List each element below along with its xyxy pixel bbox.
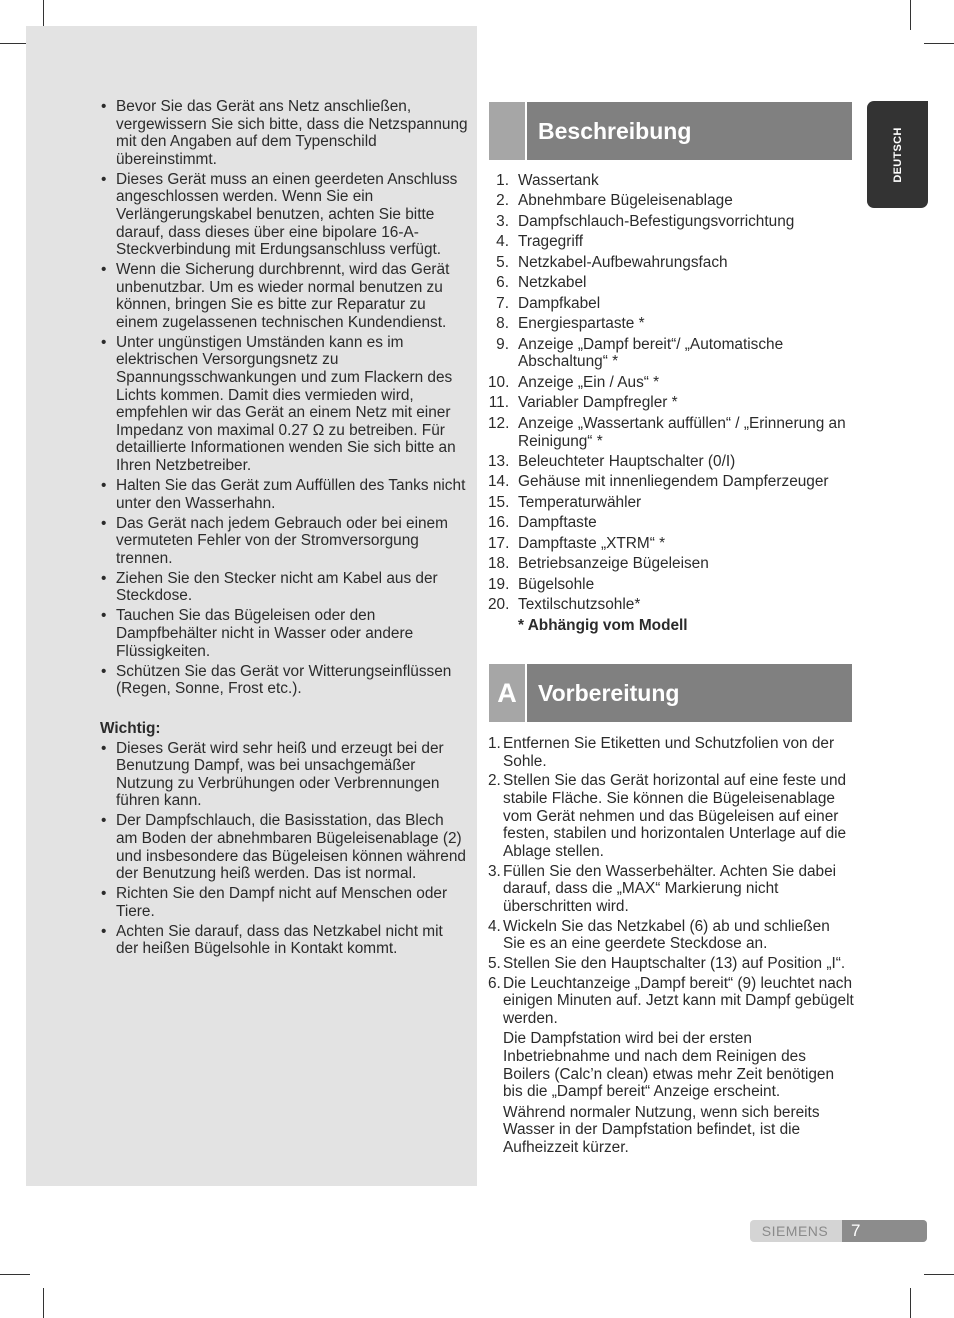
item-number: 9. xyxy=(496,335,509,353)
list-item xyxy=(488,772,854,860)
item-text: Textilschutzsohle* xyxy=(518,596,641,614)
list-item: • Tauchen Sie das Bügeleisen oder den Dampfbehälter nicht in Wasser oder andere Flüssigkeiten. xyxy=(100,607,468,660)
preparation-header xyxy=(489,664,852,722)
item-number: 4. xyxy=(496,233,509,251)
crop-mark xyxy=(924,43,954,44)
list-item xyxy=(488,213,854,231)
item-text: Gehäuse mit innenliegendem Dampferzeuger xyxy=(518,473,829,491)
item-text: Betriebsanzeige Bügeleisen xyxy=(518,555,709,573)
item-text: Energiespartaste * xyxy=(518,315,645,333)
item-text: Dampftaste xyxy=(518,514,597,532)
list-item xyxy=(488,453,854,471)
item-number: 2. xyxy=(496,192,509,210)
item-number: 11. xyxy=(488,394,509,412)
item-number: 18. xyxy=(488,555,510,573)
item-number: 20. xyxy=(488,596,510,614)
item-text: Anzeige „Dampf bereit“/ „Automatische Abschaltung“ * xyxy=(518,335,784,371)
list-item xyxy=(488,394,854,412)
step-text: Die Leuchtanzeige „Dampf bereit“ (9) leuchtet nach einigen Minuten auf. Jetzt kann mit Dampf gebügelt werden. xyxy=(503,974,854,1027)
step-number: 4. xyxy=(488,917,501,935)
list-item: • Der Dampfschlauch, die Basisstation, das Blech am Boden der abnehmbaren Bügeleisenablage (2) und insbesondere das Bügeleisen können während der Benutzung heiß werden. Das ist normal. xyxy=(100,812,468,882)
list-item xyxy=(488,555,854,573)
list-item: • Dieses Gerät wird sehr heiß und erzeugt bei der Benutzung Dampf, was bei unsachgemäßer Nutzung zu Verbrühungen oder Verbrennungen führen kann. xyxy=(100,740,468,810)
list-item xyxy=(488,918,854,953)
item-number: 5. xyxy=(496,253,509,271)
item-text: Temperaturwähler xyxy=(518,493,642,511)
item-number: 7. xyxy=(496,294,509,312)
list-item xyxy=(488,955,854,973)
step-number: 5. xyxy=(488,954,501,972)
section-letter: A xyxy=(489,664,525,722)
item-number: 12. xyxy=(488,414,510,432)
item-text: Anzeige „Ein / Aus“ * xyxy=(518,373,660,391)
list-item xyxy=(488,494,854,512)
item-text: Dampfkabel xyxy=(518,294,601,312)
list-item xyxy=(488,315,854,333)
item-number: 13. xyxy=(488,453,510,470)
crop-mark xyxy=(924,1274,954,1275)
model-note: * Abhängig vom Modell xyxy=(518,616,688,634)
list-item: • Halten Sie das Gerät zum Auffüllen des Tanks nicht unter den Wasserhahn. xyxy=(100,477,468,512)
list-item xyxy=(488,535,854,553)
list-item: • Schützen Sie das Gerät vor Witterungseinflüssen (Regen, Sonne, Frost etc.). xyxy=(100,663,468,698)
list-item xyxy=(488,863,854,916)
description-header xyxy=(489,102,852,160)
list-item: • Bevor Sie das Gerät ans Netz anschließen, vergewissern Sie sich bitte, dass die Netzspannung mit den Angaben auf dem Typenschild übereinstimmt. xyxy=(100,98,468,168)
item-text: Beleuchteter Hauptschalter (0/I) xyxy=(518,453,736,470)
parts-list xyxy=(488,172,854,614)
item-number: 8. xyxy=(496,315,509,333)
crop-mark xyxy=(43,1288,44,1318)
list-item xyxy=(488,233,854,251)
item-number: 6. xyxy=(496,274,509,292)
item-text: Dampfschlauch-Befestigungsvorrichtung xyxy=(518,212,795,230)
list-item xyxy=(488,336,854,371)
important-list xyxy=(100,740,468,958)
item-number: 14. xyxy=(488,473,510,491)
step-paragraph: Die Dampfstation wird bei der ersten Inbetriebnahme und nach dem Reinigen des Boilers (Calc’n clean) etwas mehr Zeit benötigen bis die „Dampf bereit“ Anzeige erscheint. xyxy=(503,1030,835,1101)
list-item: • Dieses Gerät muss an einen geerdeten Anschluss angeschlossen werden. Wenn Sie ein Verlängerungskabel benutzen, achten Sie bitte darauf, dass dieses über eine bipolare 16-A-Steckverbindung mit Erdungsanschluss verfügt. xyxy=(100,171,468,259)
preparation-steps-column xyxy=(488,735,854,1159)
list-item xyxy=(488,254,854,272)
step-number: 6. xyxy=(488,974,501,992)
list-item xyxy=(488,274,854,292)
list-item xyxy=(488,975,854,1157)
important-heading: Wichtig: xyxy=(100,720,161,738)
item-number: 19. xyxy=(488,575,510,593)
list-item xyxy=(488,415,854,450)
crop-mark xyxy=(910,0,911,30)
step-number: 3. xyxy=(488,862,501,880)
list-item xyxy=(488,374,854,392)
step-text: Stellen Sie das Gerät horizontal auf eine feste und stabile Fläche. Sie können die Bügeleisenablage vom Gerät nehmen und das Bügeleisen auf einer festen, stabilen und horizontalen Unterlage auf die Ablage stellen. xyxy=(503,772,847,860)
list-item xyxy=(488,295,854,313)
page-number: 7 xyxy=(842,1220,927,1242)
list-item xyxy=(488,172,854,190)
list-item: • Ziehen Sie den Stecker nicht am Kabel aus der Steckdose. xyxy=(100,570,468,605)
brand-name: SIEMENS xyxy=(761,1223,829,1239)
item-number: 16. xyxy=(488,514,510,532)
step-number: 2. xyxy=(488,772,501,790)
list-item: • Richten Sie den Dampf nicht auf Menschen oder Tiere. xyxy=(100,885,468,920)
list-item: • Unter ungünstigen Umständen kann es im elektrischen Versorgungsnetz zu Spannungsschwankungen und zum Flackern des Lichts kommen. Damit dies vermieden wird, empfehlen wir das Gerät an einem Netz mit einer Impedanz von maximal 0.27 Ω zu betreiben. Für detaillierte Informationen wenden Sie sich bitte an Ihren Netzbetreiber. xyxy=(100,334,468,475)
step-text: Füllen Sie den Wasserbehälter. Achten Sie dabei darauf, dass die „MAX“ Markierung nicht überschritten wird. xyxy=(503,862,837,915)
language-label: DEUTSCH xyxy=(891,126,904,183)
item-number: 15. xyxy=(488,493,510,511)
safety-column xyxy=(100,98,468,960)
preparation-steps xyxy=(488,735,854,1157)
step-number: 1. xyxy=(488,735,501,752)
item-text: Wassertank xyxy=(518,172,599,189)
header-accent xyxy=(489,102,525,160)
parts-list-column xyxy=(488,172,854,634)
item-number: 3. xyxy=(496,212,509,230)
language-tab xyxy=(867,101,928,208)
list-item: • Achten Sie darauf, dass das Netzkabel nicht mit der heißen Bügelsohle in Kontakt kommt. xyxy=(100,923,468,958)
list-item xyxy=(488,192,854,210)
item-text: Bügelsohle xyxy=(518,575,595,593)
step-text: Stellen Sie den Hauptschalter (13) auf Position „I“. xyxy=(503,954,846,972)
list-item: • Wenn die Sicherung durchbrennt, wird das Gerät unbenutzbar. Um es wieder normal benutzen zu können, bringen Sie es bitte zur Reparatur zu einem zugelassenen technischen Kundendienst. xyxy=(100,261,468,331)
item-number: 1. xyxy=(496,172,509,189)
list-item xyxy=(488,514,854,532)
item-text: Variabler Dampfregler * xyxy=(518,394,678,412)
list-item xyxy=(488,596,854,614)
item-text: Dampftaste „XTRM“ * xyxy=(518,534,666,552)
list-item xyxy=(488,473,854,491)
list-item xyxy=(488,576,854,594)
list-item: • Das Gerät nach jedem Gebrauch oder bei einem vermuteten Fehler von der Stromversorgung trennen. xyxy=(100,515,468,568)
step-paragraph: Während normaler Nutzung, wenn sich bereits Wasser in der Dampfstation befindet, ist die Aufheizzeit kürzer. xyxy=(503,1103,820,1156)
item-text: Abnehmbare Bügeleisenablage xyxy=(518,192,733,210)
description-title: Beschreibung xyxy=(538,118,692,144)
crop-mark xyxy=(0,1274,30,1275)
safety-list xyxy=(100,98,468,698)
item-number: 10. xyxy=(488,373,510,391)
preparation-title: Vorbereitung xyxy=(538,680,680,706)
list-item xyxy=(488,735,854,770)
item-number: 17. xyxy=(488,534,510,552)
step-text: Entfernen Sie Etiketten und Schutzfolien von der Sohle. xyxy=(503,735,835,770)
item-text: Netzkabel-Aufbewahrungsfach xyxy=(518,253,728,271)
item-text: Anzeige „Wassertank auffüllen“ / „Erinnerung an Reinigung“ * xyxy=(518,414,846,450)
crop-mark xyxy=(910,1288,911,1318)
step-text: Wickeln Sie das Netzkabel (6) ab und schließen Sie es an eine geerdete Steckdose an. xyxy=(503,917,830,953)
item-text: Tragegriff xyxy=(518,233,584,251)
item-text: Netzkabel xyxy=(518,274,587,292)
